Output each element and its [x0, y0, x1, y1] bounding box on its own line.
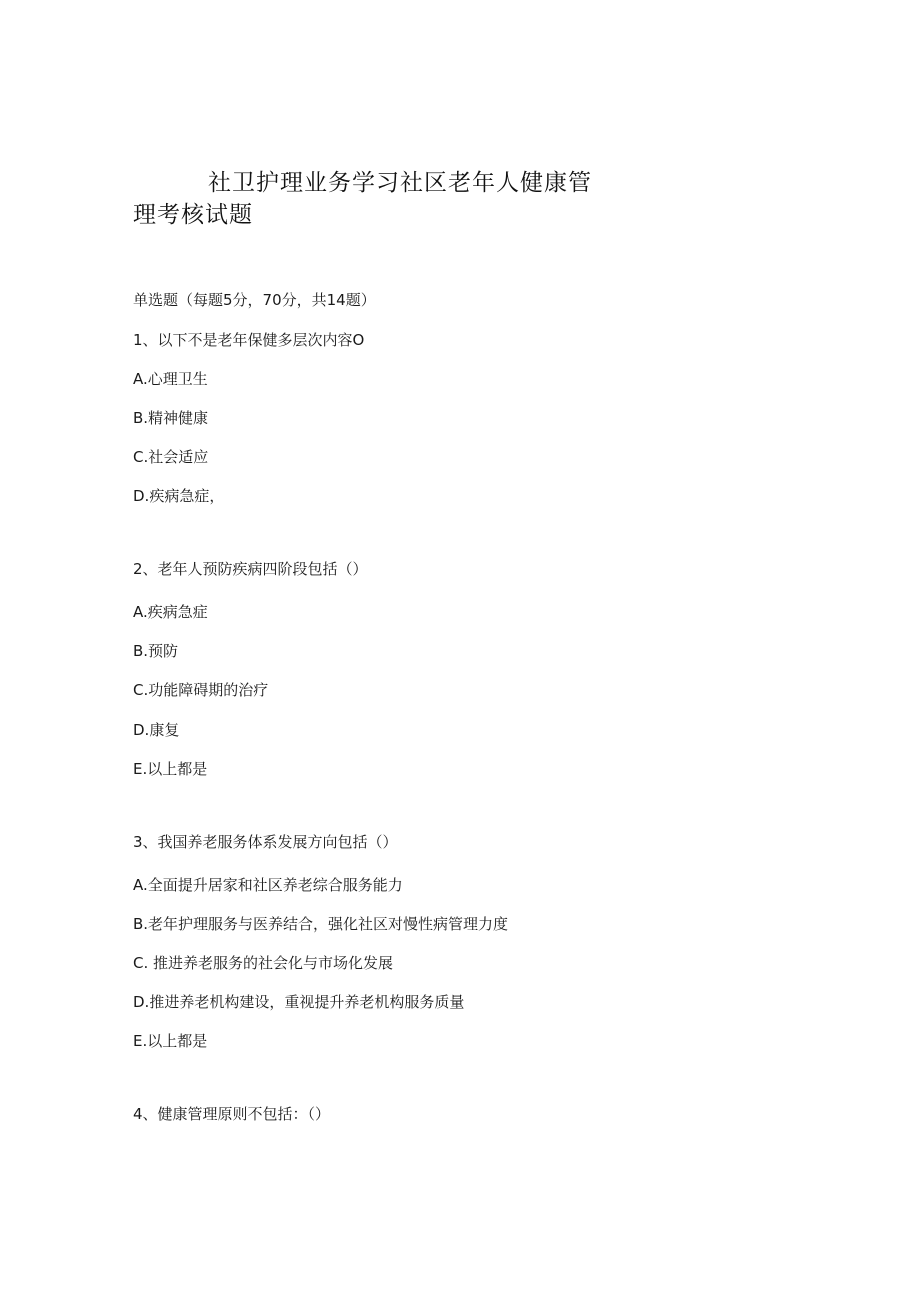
question-2-option-d: D.康复 — [133, 721, 180, 739]
question-2-option-c: C.功能障碍期的治疗 — [133, 681, 269, 699]
question-3-option-c: C. 推进养老服务的社会化与市场化发展 — [133, 954, 394, 972]
question-1-option-a: A.心理卫生 — [133, 370, 208, 388]
section-header: 单选题（每题5分，70分，共14题） — [133, 291, 376, 309]
exam-title-line-1: 社卫护理业务学习社区老年人健康管 — [208, 170, 592, 196]
question-3-stem: 3、我国养老服务体系发展方向包括（） — [133, 833, 398, 851]
exam-title-line-2: 理考核试题 — [133, 202, 253, 228]
question-4-stem: 4、健康管理原则不包括：（） — [133, 1105, 331, 1123]
question-2-option-b: B.预防 — [133, 642, 179, 660]
question-2-stem: 2、老年人预防疾病四阶段包括（） — [133, 560, 368, 578]
question-3-option-a: A.全面提升居家和社区养老综合服务能力 — [133, 876, 403, 894]
question-1-stem: 1、以下不是老年保健多层次内容O — [133, 331, 365, 349]
question-2-option-e: E.以上都是 — [133, 760, 208, 778]
question-1-option-b: B.精神健康 — [133, 409, 209, 427]
question-1-option-c: C.社会适应 — [133, 448, 209, 466]
question-3-option-b: B.老年护理服务与医养结合，强化社区对慢性病管理力度 — [133, 915, 509, 933]
question-1-option-d: D.疾病急症， — [133, 487, 225, 505]
question-3-option-e: E.以上都是 — [133, 1032, 208, 1050]
question-3-option-d: D.推进养老机构建设，重视提升养老机构服务质量 — [133, 993, 465, 1011]
question-2-option-a: A.疾病急症 — [133, 603, 208, 621]
